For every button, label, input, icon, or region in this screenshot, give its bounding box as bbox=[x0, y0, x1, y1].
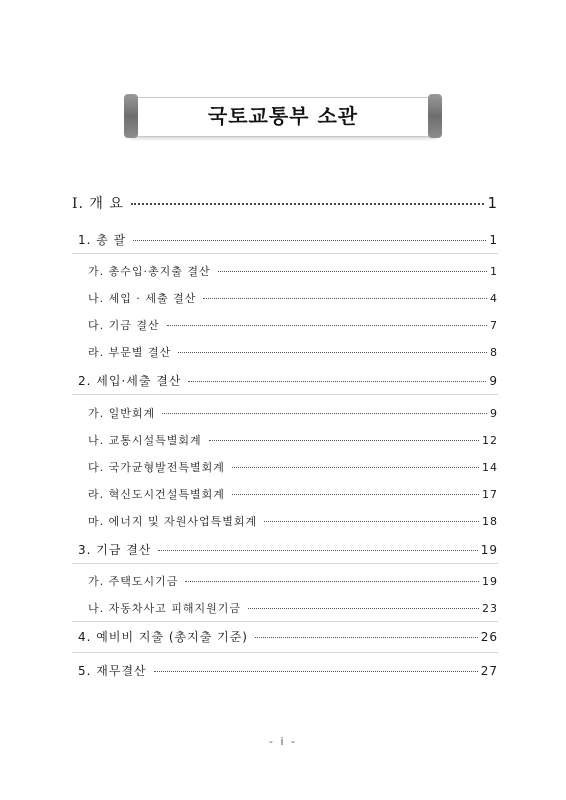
page-number-footer: - i - bbox=[269, 735, 297, 748]
toc-entry-page: 1 bbox=[490, 265, 498, 278]
toc-entry-label: 다. 국가균형발전특별회계 bbox=[88, 461, 225, 474]
toc-entry-page: 19 bbox=[482, 575, 498, 588]
toc-entry-label: 3. 기금 결산 bbox=[78, 543, 152, 557]
toc-entry-page: 1 bbox=[489, 233, 498, 247]
toc-entry-page: 7 bbox=[490, 319, 498, 332]
toc-entry-page: 4 bbox=[490, 292, 498, 305]
toc-entry-revenue-expenditure-settlement[interactable] bbox=[78, 372, 498, 389]
toc-entry-car-accident-fund[interactable] bbox=[88, 600, 498, 616]
section-divider bbox=[72, 253, 498, 254]
toc-entry-label: 나. 자동차사고 피해지원기금 bbox=[88, 602, 242, 615]
toc-entry-label: 가. 일반회계 bbox=[88, 407, 156, 420]
toc-dot-leader bbox=[167, 325, 487, 326]
toc-dot-leader bbox=[133, 240, 486, 241]
toc-dot-leader bbox=[232, 494, 479, 495]
toc-entry-page: 17 bbox=[482, 488, 498, 501]
toc-entry-summary[interactable] bbox=[78, 231, 498, 248]
toc-dot-leader bbox=[264, 521, 479, 522]
toc-dot-leader bbox=[218, 271, 487, 272]
section-divider bbox=[72, 394, 498, 395]
toc-entry-page: 8 bbox=[490, 346, 498, 359]
toc-entry-by-sector[interactable] bbox=[88, 344, 498, 360]
toc-entry-overview[interactable] bbox=[72, 193, 497, 213]
toc-entry-page: 9 bbox=[490, 407, 498, 420]
toc-entry-label: Ⅰ. 개 요 bbox=[72, 196, 124, 212]
toc-entry-fund-settlement[interactable] bbox=[78, 541, 498, 558]
toc-entry-housing-urban-fund[interactable] bbox=[88, 573, 498, 589]
title-box bbox=[124, 94, 442, 138]
toc-entry-label: 나. 교통시설특별회계 bbox=[88, 434, 202, 447]
toc-entry-fund[interactable] bbox=[88, 317, 498, 333]
toc-entry-balanced-development-account[interactable] bbox=[88, 459, 498, 475]
toc-entry-page: 19 bbox=[480, 543, 498, 557]
toc-entry-page: 9 bbox=[489, 374, 498, 388]
toc-dot-leader bbox=[203, 298, 487, 299]
section-divider bbox=[72, 652, 498, 653]
toc-entry-financial-settlement[interactable] bbox=[78, 662, 498, 679]
toc-dot-leader bbox=[185, 581, 479, 582]
toc-entry-total-revenue-expenditure[interactable] bbox=[88, 263, 498, 279]
toc-entry-label: 마. 에너지 및 자원사업특별회계 bbox=[88, 515, 258, 528]
toc-entry-page: 26 bbox=[480, 630, 498, 644]
toc-entry-general-account[interactable] bbox=[88, 405, 498, 421]
toc-dot-leader bbox=[232, 467, 479, 468]
toc-entry-label: 4. 예비비 지출 (총지출 기준) bbox=[78, 630, 248, 644]
toc-entry-page: 14 bbox=[482, 461, 498, 474]
toc-dot-leader bbox=[158, 550, 477, 551]
toc-entry-label: 라. 혁신도시건설특별회계 bbox=[88, 488, 225, 501]
toc-dot-leader bbox=[248, 608, 479, 609]
section-divider bbox=[72, 563, 498, 564]
toc-dot-leader bbox=[178, 352, 487, 353]
toc-entry-reserve-expenditure[interactable] bbox=[78, 628, 498, 645]
toc-entry-label: 5. 재무결산 bbox=[78, 664, 147, 678]
toc-entry-label: 다. 기금 결산 bbox=[88, 319, 160, 332]
page-title: 국토교통부 소관 bbox=[207, 104, 359, 128]
toc-dot-leader bbox=[209, 440, 479, 441]
toc-entry-page: 1 bbox=[487, 194, 497, 212]
toc-entry-page: 23 bbox=[482, 602, 498, 615]
toc-entry-label: 라. 부문별 결산 bbox=[88, 346, 172, 359]
toc-entry-label: 1. 총 괄 bbox=[78, 233, 127, 247]
toc-entry-page: 27 bbox=[480, 664, 498, 678]
toc-dot-leader bbox=[131, 203, 485, 205]
section-divider bbox=[72, 621, 498, 622]
toc-entry-label: 2. 세입·세출 결산 bbox=[78, 374, 182, 388]
toc-entry-label: 가. 총수입·총지출 결산 bbox=[88, 265, 211, 278]
toc-entry-label: 가. 주택도시기금 bbox=[88, 575, 179, 588]
toc-entry-revenue-expenditure[interactable] bbox=[88, 290, 498, 306]
toc-dot-leader bbox=[154, 671, 478, 672]
toc-entry-page: 18 bbox=[482, 515, 498, 528]
toc-dot-leader bbox=[255, 637, 478, 638]
toc-entry-transport-facility-account[interactable] bbox=[88, 432, 498, 448]
toc-entry-energy-resources-account[interactable] bbox=[88, 513, 498, 529]
toc-entry-innovation-city-account[interactable] bbox=[88, 486, 498, 502]
toc-entry-label: 나. 세입 · 세출 결산 bbox=[88, 292, 197, 305]
toc-dot-leader bbox=[188, 381, 486, 382]
toc-entry-page: 12 bbox=[482, 434, 498, 447]
toc-dot-leader bbox=[162, 413, 487, 414]
